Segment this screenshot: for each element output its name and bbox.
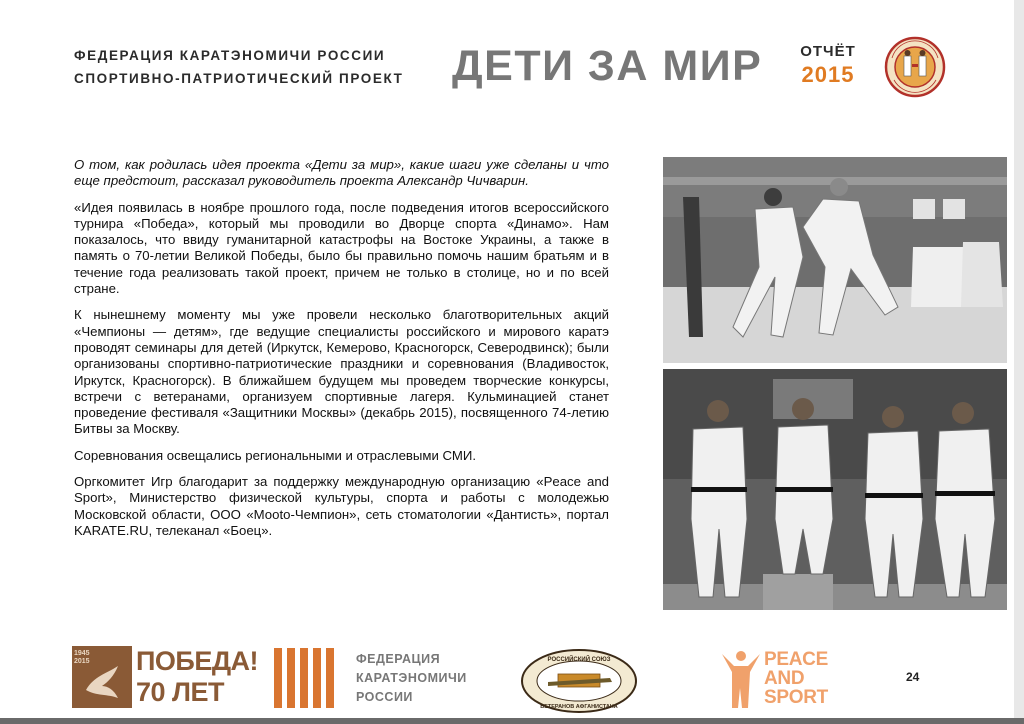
article-paragraph: Оргкомитет Игр благодарит за поддержку международную организацию «Peace and Sport», Министерство физической культуры, спорта и работы с молодежью Московской области, ООО «Мооto-Чемпион», сеть стоматологии «Дантисть», портал KARATE.RU, телеканал «Боец». <box>74 474 609 538</box>
pobeda-dove-icon <box>72 646 132 708</box>
page-right-edge <box>1014 0 1024 724</box>
children-for-peace-emblem-icon <box>884 36 946 98</box>
pobeda-subtitle: 70 ЛЕТ <box>136 677 224 707</box>
project-type: СПОРТИВНО-ПАТРИОТИЧЕСКИЙ ПРОЕКТ <box>74 71 404 86</box>
article-body <box>74 157 609 549</box>
veterans-ring-bottom: ВЕТЕРАНОВ АФГАНИСТАНА <box>540 704 618 710</box>
pobeda-title: ПОБЕДА! <box>136 646 259 676</box>
peace-sport-line3: SPORT <box>764 687 828 708</box>
peace-sport-line1: PEACE <box>764 649 828 670</box>
article-paragraph: Соревнования освещались региональными и отраслевыми СМИ. <box>74 447 476 463</box>
federation-line3: РОССИИ <box>356 690 413 704</box>
federation-line2: КАРАТЭНОМИЧИ <box>356 671 467 685</box>
article-paragraph: К нынешнему моменту мы уже провели несколько благотворительных акций «Чемпионы — детям», где ведущие специалисты российского и мирового каратэ проводят семинары для детей (Иркутск, Кемерово, Красногорск, Северодвинск); были организованы спортивно-патриотические праздники и соревнования (Владивосток, Иркутск, Красногорск). В ближайшем будущем мы проведем творческие конкурсы, встречи с ветеранами, организуем спортивные лагеря. Кульминацией станет проведение фестиваля «Защитники Москвы» (декабрь 2015), посвященного 74-летию Битвы за Москву. <box>74 307 609 437</box>
federation-logo <box>274 648 484 708</box>
federation-line1: ФЕДЕРАЦИЯ <box>356 652 441 666</box>
page-bottom-edge <box>0 718 1024 724</box>
award-podium-photo <box>663 369 1007 610</box>
federation-bars-icon <box>274 648 336 708</box>
peace-sport-line2: AND <box>764 668 805 689</box>
report-label: ОТЧЁТ <box>800 43 856 60</box>
page-title: ДЕТИ ЗА МИР <box>452 42 763 90</box>
report-badge <box>796 42 860 88</box>
pobeda-year-start: 1945 <box>74 650 90 657</box>
veterans-ring-top: РОССИЙСКИЙ СОЮЗ <box>547 657 611 663</box>
karate-bout-photo <box>663 157 1007 363</box>
header-organization <box>74 44 404 90</box>
report-year: 2015 <box>801 62 855 87</box>
org-name: ФЕДЕРАЦИЯ КАРАТЭНОМИЧИ РОССИИ <box>74 48 386 63</box>
page-number: 24 <box>906 670 920 684</box>
peace-sport-figure-icon <box>720 648 762 710</box>
peace-and-sport-logo <box>720 648 850 710</box>
pobeda-year-end: 2015 <box>74 658 90 665</box>
afghan-veterans-union-logo <box>520 648 638 714</box>
pobeda-70-logo <box>72 646 259 708</box>
article-lead: О том, как родилась идея проекта «Дети за мир», какие шаги уже сделаны и что еще предстоит, рассказал руководитель проекта Александр Чичварин. <box>74 157 609 189</box>
article-paragraph: «Идея появилась в ноябре прошлого года, после подведения итогов всероссийского турнира «Победа», который мы проводили во Дворце спорта «Динамо». Нам показалось, что ввиду гуманитарной катастрофы на Востоке Украины, а также в память о 70-летии Великой Победы, было бы правильно помочь нашим братьям и в течение года реализовать такой проект, причем не только в столице, но и по всей стране. <box>74 199 609 297</box>
